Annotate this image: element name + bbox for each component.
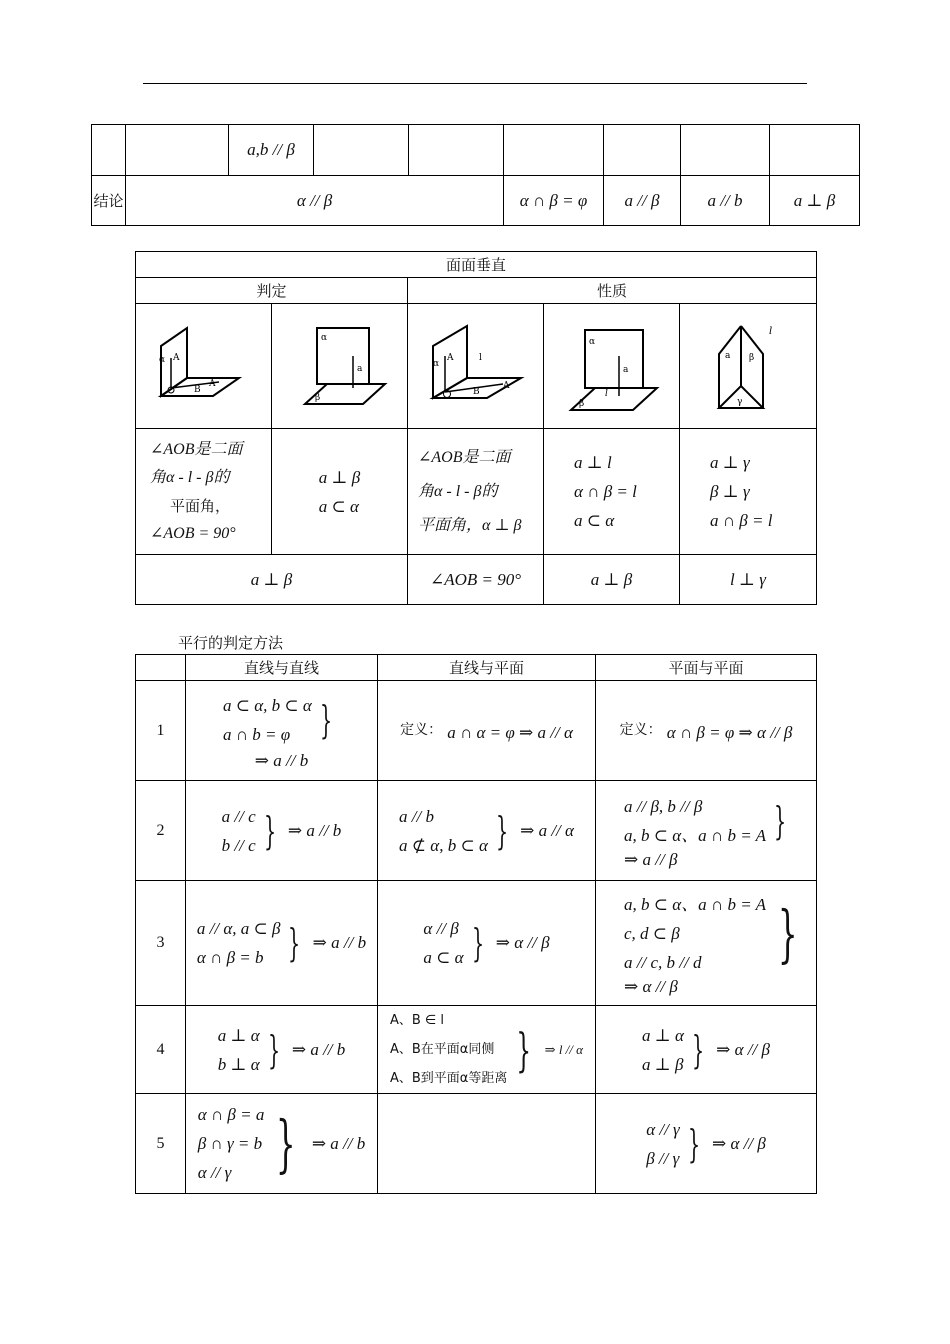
line-line-cell <box>186 681 378 781</box>
formula-line: a // c <box>221 806 256 826</box>
condition-line: β ⊥ γ <box>710 482 750 501</box>
top-cell <box>681 125 770 176</box>
plane-plane-cell <box>596 781 817 881</box>
formula-result: ⇒ α // β <box>716 1039 770 1059</box>
label: A <box>446 353 453 363</box>
formula-result: ⇒ α // β <box>495 933 550 952</box>
header-cell: 直线与直线 <box>186 655 378 681</box>
header-cell <box>136 655 186 681</box>
label: l <box>478 353 482 363</box>
plane-figure <box>285 316 395 416</box>
plane-perpendicular-table <box>135 251 817 605</box>
formula-line: α // γ <box>646 1119 680 1139</box>
formula-line: a // β, b // β <box>624 796 703 816</box>
three-plane-figure <box>693 316 803 416</box>
formula-result: ⇒ a // b <box>311 1133 366 1153</box>
formula-line: c, d ⊂ β <box>624 923 680 943</box>
brace: } <box>691 1027 705 1072</box>
formula-result: ⇒ a // b <box>254 750 309 770</box>
formula-line: α ∩ β = a <box>197 1105 265 1124</box>
formula-line: a ∩ α = φ ⇒ a // α <box>447 722 573 742</box>
plane-plane-cell <box>596 681 817 781</box>
definition-label: 定义： <box>619 721 662 738</box>
formula-line: α ∩ β = φ ⇒ α // β <box>666 722 793 742</box>
condition-cell <box>408 429 544 555</box>
line-line-cell <box>186 881 378 1006</box>
label: α <box>320 333 327 343</box>
formula-result: ⇒ l // α <box>544 1041 583 1057</box>
line-line-cell <box>186 1006 378 1094</box>
brace: } <box>276 1107 296 1180</box>
line-plane-cell <box>378 881 596 1006</box>
label: β <box>314 393 320 403</box>
condition-cell <box>272 429 408 555</box>
formula-line: a, b ⊂ α、a ∩ b = A <box>624 825 766 845</box>
condition-line: α ∩ β = l <box>574 482 637 501</box>
brace: } <box>777 896 798 970</box>
conclusion-value: α // β <box>126 176 504 226</box>
conclusion-cell: a ⊥ β <box>136 555 408 605</box>
conclusion-value: a // β <box>604 176 681 226</box>
condition-line: a ⊥ β <box>318 467 361 487</box>
top-cell <box>504 125 604 176</box>
formula-result: ⇒ a // α <box>520 820 574 840</box>
dihedral-figure-2 <box>421 316 531 416</box>
brace: } <box>516 1022 532 1077</box>
brace: } <box>471 921 484 965</box>
formula-result: ⇒ a // β <box>624 849 678 869</box>
header-rule <box>143 83 807 84</box>
brace: } <box>288 921 301 965</box>
condition-cell <box>544 429 680 555</box>
conclusion-value: a // b <box>681 176 770 226</box>
plane-plane-cell <box>596 1094 817 1194</box>
condition-line: ∠AOB是二面 <box>150 440 243 458</box>
line-line-cell <box>186 1094 378 1194</box>
top-cell <box>770 125 860 176</box>
label: β <box>578 399 584 409</box>
label: a <box>725 351 731 361</box>
line-plane-cell <box>378 681 596 781</box>
label: β <box>749 353 755 363</box>
definition-label: 定义： <box>400 721 443 738</box>
brace: } <box>263 808 276 853</box>
formula-line: a ⊥ β <box>642 1054 684 1074</box>
label: A <box>172 353 179 363</box>
condition-line: 平面角， <box>170 496 231 515</box>
brace: } <box>319 697 332 742</box>
row-number: 1 <box>136 681 186 781</box>
formula-line: a ⊄ α, b ⊂ α <box>399 835 488 855</box>
formula-line: A、B ∈ l <box>390 1013 445 1028</box>
header-cell: 直线与平面 <box>378 655 596 681</box>
top-cell-condition: a,b // β <box>229 125 314 176</box>
label: a <box>622 365 628 375</box>
formula-line: A、B在平面α同侧 <box>390 1042 495 1057</box>
parallel-caption: 平行的判定方法 <box>178 634 284 652</box>
formula-line: a // α, a ⊂ β <box>196 919 281 938</box>
top-cell <box>604 125 681 176</box>
label: γ <box>737 397 743 407</box>
formula-line: a // c, b // d <box>624 952 702 972</box>
top-cell <box>314 125 409 176</box>
line-plane-cell <box>378 781 596 881</box>
line-line-cell <box>186 781 378 881</box>
formula-line: a ⊥ α <box>217 1025 260 1045</box>
header-judgement: 判定 <box>136 278 408 304</box>
condition-line: a ⊂ α <box>574 511 615 530</box>
label: B <box>193 385 201 395</box>
formula-line: β // γ <box>646 1148 680 1168</box>
top-cell <box>126 125 229 176</box>
conclusion-value: a ⊥ β <box>770 176 860 226</box>
condition-cell <box>680 429 817 555</box>
condition-cell <box>136 429 272 555</box>
brace: } <box>495 808 509 853</box>
formula-line: b ⊥ α <box>217 1054 260 1074</box>
formula-line: a, b ⊂ α、a ∩ b = A <box>624 894 766 914</box>
formula-line: a ⊥ α <box>642 1025 684 1045</box>
condition-line: 角α - l - β的 <box>418 482 498 500</box>
row-number: 5 <box>136 1094 186 1194</box>
condition-line: a ∩ β = l <box>710 511 773 530</box>
formula-line: a ⊂ α <box>423 948 464 967</box>
figure-cell <box>408 304 544 429</box>
line-plane-cell <box>378 1006 596 1094</box>
formula-line: β ∩ γ = b <box>197 1134 263 1153</box>
condition-line: ∠AOB = 90° <box>150 524 236 542</box>
formula-line: α // γ <box>197 1163 232 1182</box>
parallel-table <box>135 654 817 1194</box>
formula-line: α ∩ β = b <box>196 948 264 967</box>
condition-line: 平面角，α ⊥ β <box>418 516 522 534</box>
label: l <box>604 389 608 399</box>
plane-plane-cell <box>596 881 817 1006</box>
condition-line: a ⊥ l <box>574 453 612 472</box>
formula-result: ⇒ a // b <box>312 933 367 952</box>
line-plane-cell <box>378 1094 596 1194</box>
condition-line: a ⊥ γ <box>710 453 750 472</box>
condition-line: a ⊂ α <box>318 496 359 516</box>
conclusion-label: 结论 <box>92 176 126 226</box>
row-number: 2 <box>136 781 186 881</box>
dihedral-figure <box>149 316 259 416</box>
label: l <box>769 326 773 337</box>
conclusion-cell: l ⊥ γ <box>680 555 817 605</box>
formula-line: b // c <box>221 835 256 855</box>
formula-line: a // b <box>399 806 434 826</box>
formula-line: a ⊂ α, b ⊂ α <box>222 695 312 715</box>
formula-result: ⇒ a // b <box>291 1039 346 1059</box>
header-property: 性质 <box>408 278 817 304</box>
brace: } <box>774 798 787 843</box>
figure-cell <box>680 304 817 429</box>
formula-result: ⇒ α // β <box>711 1133 766 1153</box>
formula-line: A、B到平面α等距离 <box>390 1071 508 1086</box>
formula-line: a ∩ b = φ <box>222 724 291 744</box>
row-number: 4 <box>136 1006 186 1094</box>
label: B <box>472 387 480 397</box>
conclusion-cell: a ⊥ β <box>544 555 680 605</box>
top-cell <box>92 125 126 176</box>
row-number: 3 <box>136 881 186 1006</box>
formula-result: ⇒ α // β <box>624 976 678 996</box>
figure-cell <box>544 304 680 429</box>
figure-cell <box>272 304 408 429</box>
brace: } <box>267 1027 280 1072</box>
label: α <box>432 359 439 369</box>
condition-line: 角α - l - β的 <box>150 468 230 486</box>
top-cell <box>409 125 504 176</box>
plane-plane-cell <box>596 1006 817 1094</box>
label: A <box>502 381 509 391</box>
conclusion-value: α ∩ β = φ <box>504 176 604 226</box>
label: α <box>158 355 165 365</box>
formula-result: ⇒ a // b <box>287 820 342 840</box>
label: a <box>356 364 362 374</box>
brace: } <box>687 1121 700 1166</box>
label: α <box>588 337 595 347</box>
table-title: 面面垂直 <box>136 252 817 278</box>
plane-figure-2 <box>557 316 667 416</box>
label: A <box>208 379 215 389</box>
header-cell: 平面与平面 <box>596 655 817 681</box>
figure-cell <box>136 304 272 429</box>
formula-line: α // β <box>423 919 459 938</box>
condition-line: ∠AOB是二面 <box>418 448 511 466</box>
conclusion-cell: ∠AOB = 90° <box>408 555 544 605</box>
top-table <box>91 124 860 226</box>
